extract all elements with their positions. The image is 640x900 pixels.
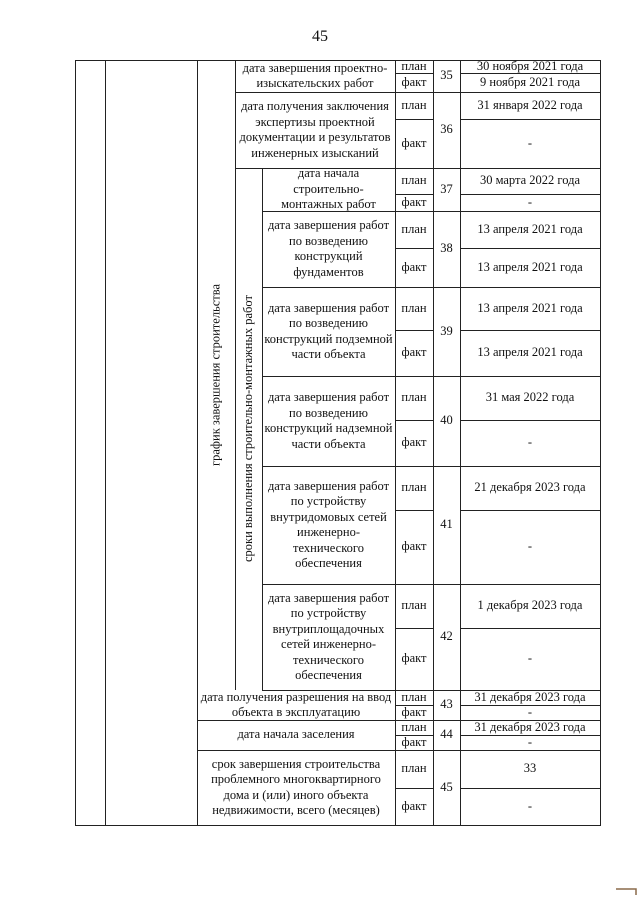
fact-date: - [527, 734, 533, 749]
row-label: дата завершения работ по устройству внутридомовых сетей инженерно-технического обеспечения [267, 478, 390, 570]
fact-label: факт [401, 259, 427, 274]
group-label-construction-terms: сроки выполнения строительно-монтажных работ [241, 295, 255, 563]
row-label: дата получения заключения экспертизы проектной документации и результатов инженерных изысканий [239, 99, 391, 160]
plan-label: план [401, 761, 427, 776]
row-label: срок завершения строительства проблемного многоквартирного дома и (или) иного объекта недвижимости, всего (месяцев) [211, 756, 381, 817]
fact-label: факт [401, 194, 427, 209]
row-label: дата получения разрешения на ввод объекта в эксплуатацию [200, 689, 392, 719]
fact-label: факт [401, 704, 427, 719]
plan-label: план [401, 221, 427, 236]
column-divider [75, 60, 76, 825]
group-label-construction-schedule: график завершения строительства [208, 283, 223, 467]
row-number: 44 [440, 727, 453, 742]
row-number: 38 [440, 241, 453, 256]
column-divider [105, 60, 106, 825]
plan-date: 30 марта 2022 года [479, 173, 581, 188]
row-number: 41 [440, 517, 453, 532]
row-label: дата завершения работ по возведению конструкций подземной части объекта [264, 300, 393, 361]
column-divider [262, 168, 263, 690]
row-label: дата завершения проектно-изыскательских работ [242, 60, 388, 90]
row-divider [197, 825, 600, 826]
row-number: 35 [440, 68, 453, 83]
fact-date: - [527, 194, 533, 209]
plan-label: план [401, 97, 427, 112]
plan-date: 31 мая 2022 года [485, 390, 575, 405]
row-number: 39 [440, 323, 453, 338]
fact-label: факт [401, 539, 427, 554]
schedule-table [75, 60, 600, 825]
fact-date: - [527, 651, 533, 666]
plan-date: 1 декабря 2023 года [477, 598, 583, 613]
plan-label: план [401, 689, 427, 704]
fact-date: 9 ноября 2021 года [479, 74, 581, 89]
column-divider [600, 60, 601, 825]
row-label: дата начала заселения [237, 727, 355, 742]
plan-label: план [401, 480, 427, 495]
plan-label: план [401, 598, 427, 613]
fact-label: факт [401, 734, 427, 749]
plan-date: 13 апреля 2021 года [477, 300, 583, 315]
plan-label: план [401, 390, 427, 405]
scan-corner-mark [615, 888, 637, 896]
row-number: 36 [440, 122, 453, 137]
plan-date: 33 [523, 761, 537, 776]
fact-date: - [527, 435, 533, 450]
fact-label: факт [401, 135, 427, 150]
row-number: 43 [440, 697, 453, 712]
plan-date: 31 декабря 2023 года [474, 689, 586, 704]
fact-date: - [527, 135, 533, 150]
fact-label: факт [401, 74, 427, 89]
plan-label: план [401, 173, 427, 188]
plan-date: 13 апреля 2021 года [477, 221, 583, 236]
plan-label: план [401, 300, 427, 315]
row-label: дата начала строительно-монтажных работ [281, 166, 376, 212]
fact-label: факт [401, 798, 427, 813]
fact-date: 13 апреля 2021 года [477, 259, 583, 274]
plan-date: 31 декабря 2023 года [474, 719, 586, 734]
row-label: дата завершения работ по возведению конструкций надземной части объекта [264, 390, 393, 451]
plan-date: 21 декабря 2023 года [474, 480, 586, 495]
row-number: 40 [440, 413, 453, 428]
row-label: дата завершения работ по возведению конструкций фундаментов [267, 218, 390, 279]
plan-label: план [401, 58, 427, 73]
fact-date: - [527, 539, 533, 554]
row-number: 45 [440, 779, 453, 794]
fact-date: - [527, 704, 533, 719]
row-number: 42 [440, 629, 453, 644]
fact-label: факт [401, 435, 427, 450]
fact-date: 13 апреля 2021 года [477, 345, 583, 360]
row-label: дата завершения работ по устройству внутриплощадочных сетей инженерно-технического обеспечения [267, 590, 390, 682]
fact-label: факт [401, 345, 427, 360]
fact-date: - [527, 798, 533, 813]
plan-label: план [401, 719, 427, 734]
row-number: 37 [440, 181, 453, 196]
page-number: 45 [312, 28, 328, 45]
plan-date: 30 ноября 2021 года [476, 58, 584, 73]
plan-date: 31 января 2022 года [477, 97, 583, 112]
fact-label: факт [401, 651, 427, 666]
